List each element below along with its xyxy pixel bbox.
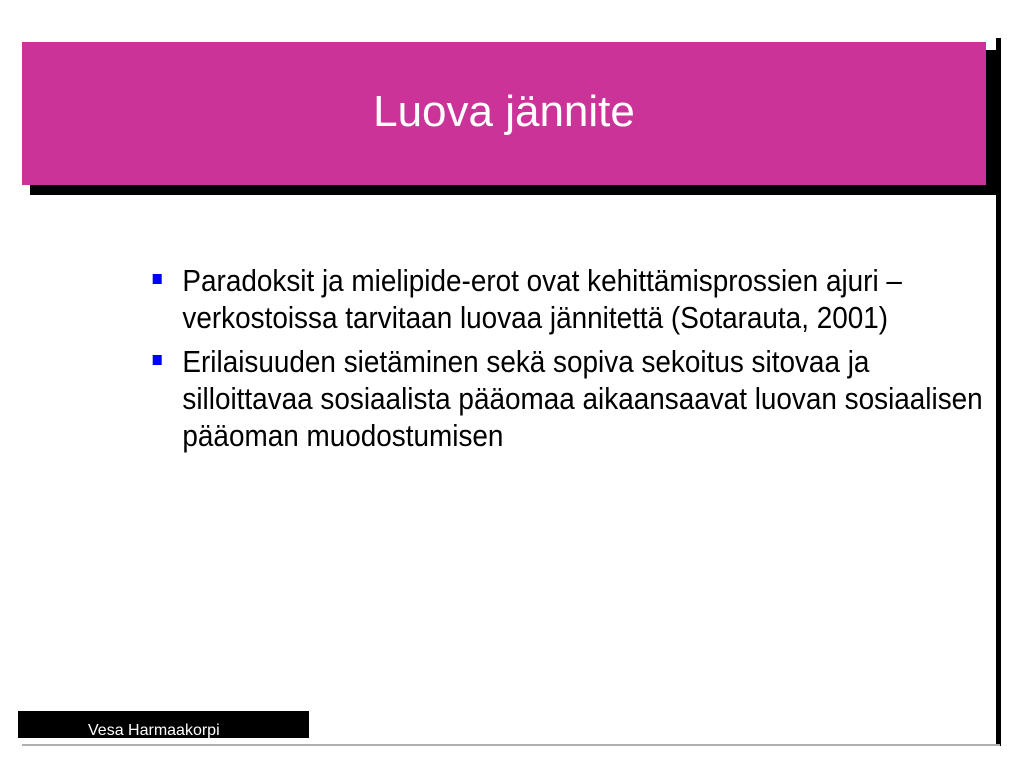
footer-author: Vesa Harmaakorpi	[88, 722, 220, 738]
footer-banner	[18, 711, 309, 738]
bullet-item	[150, 262, 992, 336]
bullet-list	[150, 262, 983, 461]
title-banner	[22, 42, 986, 185]
bottom-divider	[22, 744, 1000, 746]
slide-title: Luova jännite	[373, 86, 635, 136]
bullet-item	[150, 343, 992, 454]
square-bullet-icon	[153, 274, 162, 284]
bullet-text: Paradoksit ja mielipide-erot ovat kehittämisprossien ajuri – verkostoissa tarvitaan luovaa jännitettä (Sotarauta, 2001)	[182, 263, 902, 335]
square-bullet-icon	[153, 355, 162, 365]
right-border-bar	[996, 38, 1001, 746]
bullet-text: Erilaisuuden sietäminen sekä sopiva sekoitus sitovaa ja silloittavaa sosiaalista pääomaa aikaansaavat luovan sosiaalisen pääoman muodostumisen	[182, 344, 983, 453]
